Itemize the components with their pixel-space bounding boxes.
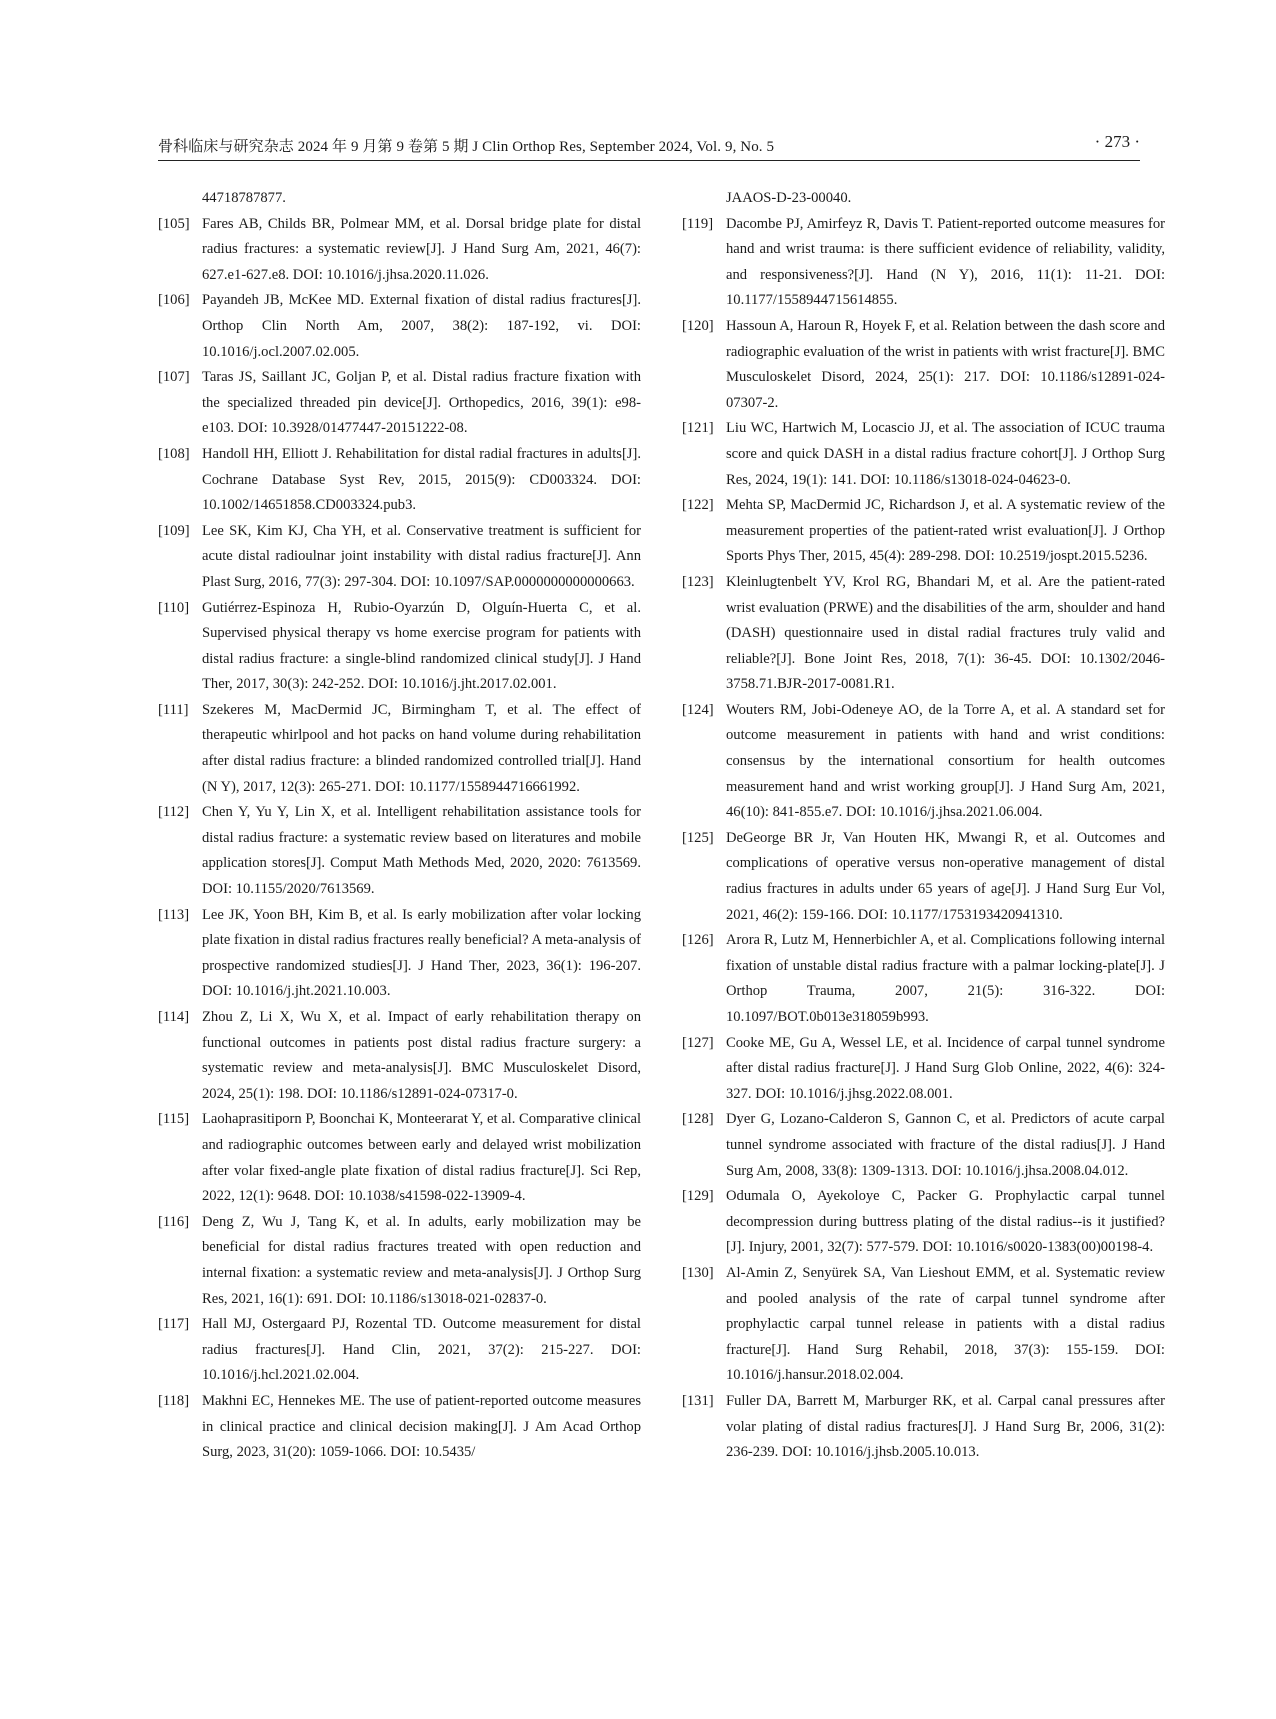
reference-continuation: JAAOS-D-23-00040.: [726, 190, 852, 206]
reference-item: [682, 1107, 1165, 1184]
reference-item: [158, 596, 641, 698]
reference-number: [106]: [158, 292, 190, 309]
reference-number: [117]: [158, 1316, 190, 1333]
reference-item: [682, 698, 1165, 826]
reference-number: [105]: [158, 215, 190, 232]
reference-text: Wouters RM, Jobi-Odeneye AO, de la Torre A, et al. A standard set for outcome measurement in patients with hand and wrist conditions: consensus by the international consortium for health outcomes measurement hand and wrist working group[J]. J Hand Surg Am, 2021, 46(10): 841-855.e7. DOI: 10.1016/j.jhsa.2021.06.004.: [726, 701, 1165, 821]
reference-list: [158, 212, 641, 1466]
reference-text: Szekeres M, MacDermid JC, Birmingham T, et al. The effect of therapeutic whirlpool and hot packs on hand volume during rehabilitation after distal radius fracture: a blinded randomized controlled trial[J]. Hand (N Y), 2017, 12(3): 265-271. DOI: 10.1177/1558944716661992.: [202, 701, 641, 795]
reference-item: [682, 1261, 1165, 1389]
reference-number: [129]: [682, 1188, 714, 1205]
left-column: [158, 186, 641, 1466]
reference-number: [126]: [682, 932, 714, 949]
reference-text: Lee SK, Kim KJ, Cha YH, et al. Conservative treatment is sufficient for acute distal radioulnar joint instability with distal radius fracture[J]. Ann Plast Surg, 2016, 77(3): 297-304. DOI: 10.1097/SAP.0000000000000663.: [202, 522, 641, 590]
reference-item: [158, 212, 641, 289]
reference-text: Mehta SP, MacDermid JC, Richardson J, et al. A systematic review of the measurement properties of the patient-rated wrist evaluation[J]. J Orthop Sports Phys Ther, 2015, 45(4): 289-298. DOI: 10.2519/jospt.2015.5236.: [726, 497, 1165, 565]
reference-text: Lee JK, Yoon BH, Kim B, et al. Is early mobilization after volar locking plate fixation in distal radius fractures really beneficial? A meta-analysis of prospective randomized studies[J]. J Hand Ther, 2023, 36(1): 196-207. DOI: 10.1016/j.jht.2021.10.003.: [202, 906, 641, 1000]
reference-text: Dacombe PJ, Amirfeyz R, Davis T. Patient-reported outcome measures for hand and wrist trauma: is there sufficient evidence of reliability, validity, and responsiveness?[J]. Hand (N Y), 2016, 11(1): 11-21. DOI: 10.1177/1558944715614855.: [726, 215, 1165, 309]
reference-text: Dyer G, Lozano-Calderon S, Gannon C, et al. Predictors of acute carpal tunnel syndrome associated with fracture of the distal radius[J]. J Hand Surg Am, 2008, 33(8): 1309-1313. DOI: 10.1016/j.jhsa.2008.04.012.: [726, 1111, 1165, 1179]
reference-item: [158, 1389, 641, 1466]
reference-continuation: 44718787877.: [202, 190, 286, 206]
reference-text: Arora R, Lutz M, Hennerbichler A, et al. Complications following internal fixation of unstable distal radius fracture with a palmar locking-plate[J]. J Orthop Trauma, 2007, 21(5): 316-322. DOI: 10.1097/BOT.0b013e318059b993.: [726, 932, 1165, 1025]
reference-text: Fares AB, Childs BR, Polmear MM, et al. Dorsal bridge plate for distal radius fractures: a systematic review[J]. J Hand Surg Am, 2021, 46(7): 627.e1-627.e8. DOI: 10.1016/j.jhsa.2020.11.026.: [202, 215, 641, 283]
reference-item: [158, 288, 641, 365]
reference-item: [682, 314, 1165, 416]
reference-text: Zhou Z, Li X, Wu X, et al. Impact of early rehabilitation therapy on functional outcomes in patients post distal radius fracture surgery: a systematic review and meta-analysis[J]. BMC Musculoskelet Disord, 2024, 25(1): 198. DOI: 10.1186/s12891-024-07317-0.: [202, 1009, 641, 1102]
reference-number: [123]: [682, 573, 714, 590]
reference-item: [682, 416, 1165, 493]
journal-header: 骨科临床与研究杂志 2024 年 9 月第 9 卷第 5 期 J Clin Orthop Res, September 2024, Vol. 9, No. 5: [158, 139, 775, 155]
page-number: · 273 ·: [1094, 132, 1140, 151]
reference-text: Hall MJ, Ostergaard PJ, Rozental TD. Outcome measurement for distal radius fractures[J]. Hand Clin, 2021, 37(2): 215-227. DOI: 10.1016/j.hcl.2021.02.004.: [202, 1316, 641, 1384]
reference-item: [682, 493, 1165, 570]
reference-text: Makhni EC, Hennekes ME. The use of patient-reported outcome measures in clinical practice and clinical decision making[J]. J Am Acad Orthop Surg, 2023, 31(20): 1059-1066. DOI: 10.5435/: [202, 1392, 641, 1461]
reference-text: Deng Z, Wu J, Tang K, et al. In adults, early mobilization may be beneficial for distal radius fractures treated with open reduction and internal fixation: a systematic review and meta-analysis[J]. J Orthop Surg Res, 2021, 16(1): 691. DOI: 10.1186/s13018-021-02837-0.: [202, 1213, 641, 1307]
reference-number: [128]: [682, 1111, 714, 1128]
reference-item: [158, 1312, 641, 1389]
reference-number: [118]: [158, 1392, 190, 1409]
reference-number: [112]: [158, 804, 190, 821]
reference-item: [682, 1184, 1165, 1261]
reference-item: [682, 1031, 1165, 1108]
reference-number: [120]: [682, 317, 714, 334]
reference-text: Liu WC, Hartwich M, Locascio JJ, et al. The association of ICUC trauma score and quick DASH in a distal radius fracture cohort[J]. J Orthop Surg Res, 2024, 19(1): 141. DOI: 10.1186/s13018-024-04623-0.: [726, 420, 1165, 488]
reference-text: Al-Amin Z, Senyürek SA, Van Lieshout EMM, et al. Systematic review and pooled analysis of the rate of carpal tunnel syndrome after prophylactic carpal tunnel release in patients with a distal radius fracture[J]. Hand Surg Rehabil, 2018, 37(3): 155-159. DOI: 10.1016/j.hansur.2018.02.004.: [726, 1264, 1165, 1384]
reference-number: [108]: [158, 445, 190, 462]
reference-number: [125]: [682, 829, 714, 846]
reference-item: [158, 1107, 641, 1209]
reference-item: [682, 1389, 1165, 1466]
reference-item: [682, 212, 1165, 314]
reference-number: [110]: [158, 599, 190, 616]
reference-number: [115]: [158, 1111, 190, 1128]
reference-number: [127]: [682, 1034, 714, 1051]
reference-text: DeGeorge BR Jr, Van Houten HK, Mwangi R, et al. Outcomes and complications of operative versus non-operative management of distal radius fractures in adults under 65 years of age[J]. J Hand Surg Eur Vol, 2021, 46(2): 159-166. DOI: 10.1177/1753193420941310.: [726, 829, 1165, 923]
reference-item: [158, 903, 641, 1005]
reference-text: Kleinlugtenbelt YV, Krol RG, Bhandari M, et al. Are the patient-rated wrist evaluation (PRWE) and the disabilities of the arm, shoulder and hand (DASH) questionnaire used in distal radial fractures truly valid and reliable?[J]. Bone Joint Res, 2018, 7(1): 36-45. DOI: 10.1302/2046-3758.71.BJR-2017-0081.R1.: [726, 573, 1165, 693]
reference-number: [121]: [682, 420, 714, 437]
right-column: [682, 186, 1165, 1466]
running-header: [158, 132, 1140, 161]
reference-number: [109]: [158, 522, 190, 539]
reference-number: [107]: [158, 369, 190, 386]
reference-number: [130]: [682, 1264, 714, 1281]
reference-item: [158, 519, 641, 596]
reference-text: Taras JS, Saillant JC, Goljan P, et al. Distal radius fracture fixation with the specialized threaded pin device[J]. Orthopedics, 2016, 39(1): e98-e103. DOI: 10.3928/01477447-20151222-08.: [202, 369, 641, 437]
reference-text: Gutiérrez-Espinoza H, Rubio-Oyarzún D, Olguín-Huerta C, et al. Supervised physical therapy vs home exercise program for patients with distal radius fracture: a single-blind randomized clinical study[J]. J Hand Ther, 2017, 30(3): 242-252. DOI: 10.1016/j.jht.2017.02.001.: [202, 599, 641, 693]
reference-number: [114]: [158, 1009, 190, 1025]
reference-text: Handoll HH, Elliott J. Rehabilitation for distal radial fractures in adults[J]. Cochrane Database Syst Rev, 2015, 2015(9): CD003324. DOI: 10.1002/14651858.CD003324.pub3.: [202, 445, 641, 514]
reference-number: [116]: [158, 1213, 190, 1230]
reference-item: [158, 442, 641, 519]
reference-item: [158, 800, 641, 902]
reference-number: [122]: [682, 497, 714, 514]
reference-text: Payandeh JB, McKee MD. External fixation of distal radius fractures[J]. Orthop Clin North Am, 2007, 38(2): 187-192, vi. DOI: 10.1016/j.ocl.2007.02.005.: [202, 292, 641, 360]
reference-text: Chen Y, Yu Y, Lin X, et al. Intelligent rehabilitation assistance tools for distal radius fracture: a systematic review based on literatures and mobile application stores[J]. Comput Math Methods Med, 2020, 2020: 7613569. DOI: 10.1155/2020/7613569.: [202, 804, 641, 898]
reference-text: Cooke ME, Gu A, Wessel LE, et al. Incidence of carpal tunnel syndrome after distal radius fracture[J]. J Hand Surg Glob Online, 2022, 4(6): 324-327. DOI: 10.1016/j.jhsg.2022.08.001.: [726, 1034, 1165, 1102]
reference-item: [158, 1210, 641, 1312]
reference-text: Odumala O, Ayekoloye C, Packer G. Prophylactic carpal tunnel decompression during buttress plating of the distal radius--is it justified?[J]. Injury, 2001, 32(7): 577-579. DOI: 10.1016/s0020-1383(00)00198-4.: [726, 1188, 1165, 1256]
reference-text: Fuller DA, Barrett M, Marburger RK, et al. Carpal canal pressures after volar plating of distal radius fractures[J]. J Hand Surg Br, 2006, 31(2): 236-239. DOI: 10.1016/j.jhsb.2005.10.013.: [726, 1392, 1165, 1461]
reference-number: [119]: [682, 215, 714, 232]
reference-item: [158, 365, 641, 442]
reference-text: Hassoun A, Haroun R, Hoyek F, et al. Relation between the dash score and radiographic evaluation of the wrist in patients with wrist fracture[J]. BMC Musculoskelet Disord, 2024, 25(1): 217. DOI: 10.1186/s12891-024-07307-2.: [726, 317, 1165, 411]
reference-item: [158, 1005, 641, 1107]
reference-list: [682, 212, 1165, 1466]
reference-text: Laohaprasitiporn P, Boonchai K, Monteerarat Y, et al. Comparative clinical and radiographic outcomes between early and delayed wrist mobilization after volar fixed-angle plate fixation of distal radius fracture[J]. Sci Rep, 2022, 12(1): 9648. DOI: 10.1038/s41598-022-13909-4.: [202, 1111, 641, 1205]
reference-item: [682, 570, 1165, 698]
reference-number: [131]: [682, 1392, 714, 1409]
reference-number: [124]: [682, 701, 714, 718]
reference-number: [111]: [158, 701, 189, 718]
reference-item: [682, 826, 1165, 928]
reference-number: [113]: [158, 906, 190, 923]
reference-item: [158, 698, 641, 800]
reference-item: [682, 928, 1165, 1030]
